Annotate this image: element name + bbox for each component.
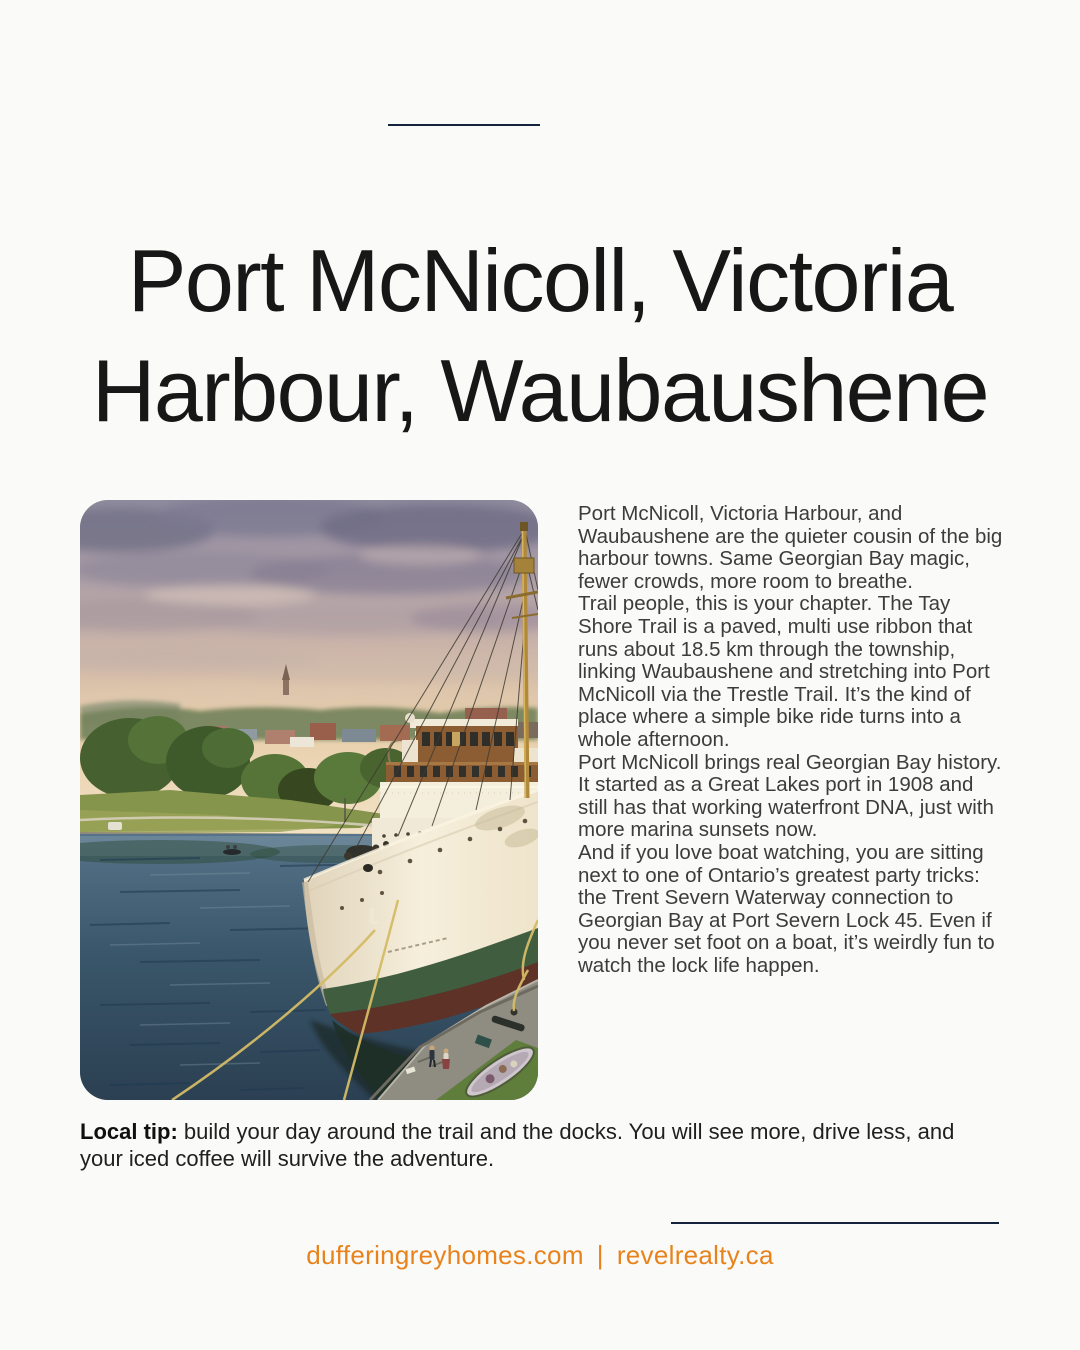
website-link[interactable]: dufferingreyhomes.com	[306, 1240, 584, 1270]
brokerage-link[interactable]: revelrealty.ca	[616, 1240, 774, 1270]
paragraph-history: Port McNicoll brings real Georgian Bay history. It started as a Great Lakes port in 1908 and still has that working waterfront DNA, just with more marina sunsets now.	[578, 750, 1002, 842]
bottom-divider-line	[671, 1222, 999, 1224]
harbour-photo-illustration	[80, 500, 538, 1100]
page-title-line1: Port McNicoll, Victoria	[127, 231, 953, 330]
top-divider-line	[388, 124, 540, 126]
page-title	[0, 226, 1080, 446]
page-title-line2: Harbour, Waubaushene	[91, 341, 989, 440]
footer-separator: |	[596, 1240, 604, 1270]
body-text	[578, 503, 1006, 977]
local-tip	[80, 1119, 990, 1172]
local-tip-text: build your day around the trail and the docks. You will see more, drive less, and your iced coffee will survive the adventure.	[80, 1119, 955, 1171]
paragraph-trail: Trail people, this is your chapter. The Tay Shore Trail is a paved, multi use ribbon that runs about 18.5 km through the township, linking Waubaushene and stretching into Port McNicoll via the Trestle Trail. It’s the kind of place where a simple bike ride turns into a whole afternoon.	[578, 592, 990, 751]
footer-links	[0, 1240, 1080, 1271]
local-tip-label: Local tip:	[80, 1119, 178, 1144]
harbour-photo	[80, 500, 538, 1100]
paragraph-boats: And if you love boat watching, you are sitting next to one of Ontario’s greatest party tricks: the Trent Severn Waterway connection to Georgian Bay at Port Severn Lock 45. Even if you never set foot on a boat, it’s weirdly fun to watch the lock life happen.	[578, 840, 995, 977]
paragraph-intro: Port McNicoll, Victoria Harbour, and Waubaushene are the quieter cousin of the big harbour towns. Same Georgian Bay magic, fewer crowds, more room to breathe.	[578, 502, 1003, 593]
